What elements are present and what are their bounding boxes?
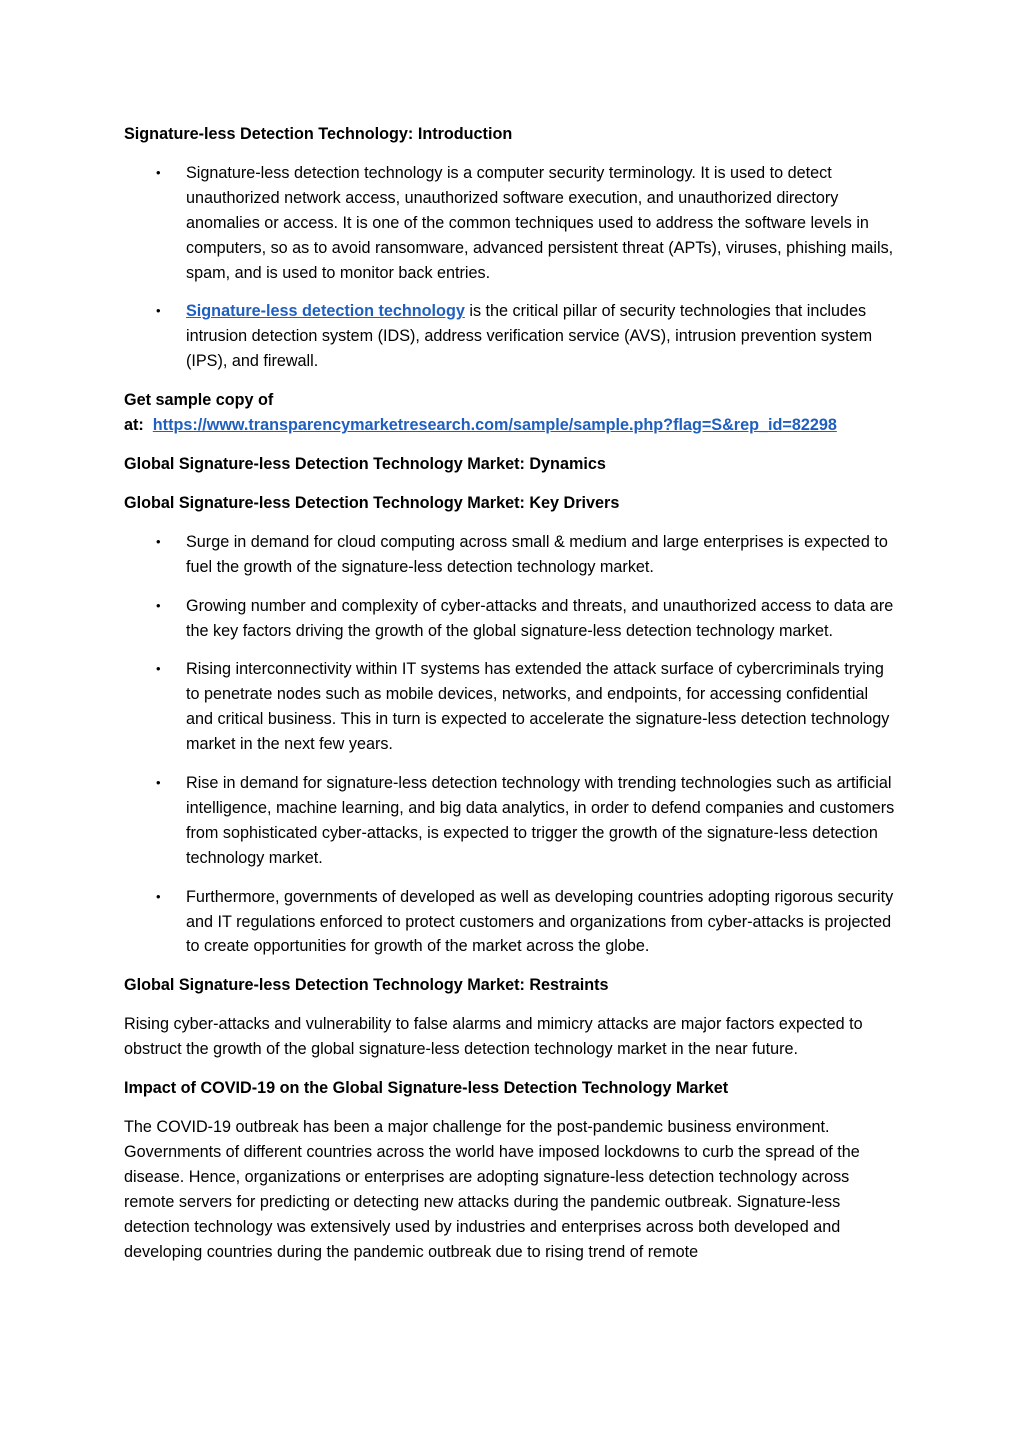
- list-item-text: is the critical pillar of security technologies that includes intrusion detection system (IDS), address verification service (AVS), intrusion prevention system (IPS), and firewall.: [186, 302, 873, 371]
- list-item-text: Rising interconnectivity within IT systems has extended the attack surface of cybercriminals trying to penetrate nodes such as mobile devices, networks, and endpoints, for accessing confidential and critical business. This in turn is expected to accelerate the signature-less detection technology market in the next few years.: [186, 660, 890, 754]
- bullet-icon: •: [156, 775, 161, 791]
- list-item-text: Signature-less detection technology is a computer security terminology. It is used to detect unauthorized network access, unauthorized software execution, and unauthorized directory anomalies or access. It is one of the common techniques used to address the software levels in computers, so as to avoid ransomware, advanced persistent threat (APTs), viruses, phishing mails, spam, and is used to monitor back entries.: [186, 163, 894, 282]
- restraints-paragraph: Rising cyber-attacks and vulnerability to false alarms and mimicry attacks are major factors expected to obstruct the growth of the global signature-less detection technology market in the near future.: [124, 1015, 863, 1059]
- document-page: [124, 122, 896, 1264]
- covid-heading: Impact of COVID-19 on the Global Signature-less Detection Technology Market: [124, 1079, 729, 1098]
- list-item-text: Rise in demand for signature-less detection technology with trending technologies such as artificial intelligence, machine learning, and big data analytics, in order to defend companies and customers from sophisticated cyber-attacks, is expected to trigger the growth of the signature-less detection technology market.: [186, 774, 895, 867]
- intro-heading: Signature-less Detection Technology: Introduction: [124, 125, 513, 143]
- restraints-heading: Global Signature-less Detection Technology Market: Restraints: [124, 976, 609, 995]
- list-item: [124, 594, 896, 644]
- dynamics-heading: Global Signature-less Detection Technology Market: Dynamics: [124, 454, 606, 473]
- list-item-text: Surge in demand for cloud computing across small & medium and large enterprises is expected to fuel the growth of the signature-less detection technology market.: [186, 532, 888, 576]
- bullet-icon: •: [156, 888, 161, 904]
- sample-url-link[interactable]: https://www.transparencymarketresearch.com/sample/sample.php?flag=S&rep_id=82298: [152, 416, 837, 435]
- bullet-icon: •: [156, 661, 161, 677]
- bullet-icon: •: [156, 597, 161, 613]
- drivers-list: [124, 530, 896, 960]
- list-item-text: Growing number and complexity of cyber-attacks and threats, and unauthorized access to data are the key factors driving the growth of the global signature-less detection technology market.: [186, 596, 894, 640]
- list-item: [124, 657, 896, 757]
- signature-less-detection-link[interactable]: Signature-less detection technology: [186, 302, 465, 321]
- list-item-text: Furthermore, governments of developed as well as developing countries adopting rigorous security and IT regulations enforced to protect customers and organizations from cyber-attacks is projected to create opportunities for growth of the market across the globe.: [186, 887, 894, 956]
- intro-list: [124, 161, 896, 374]
- bullet-icon: •: [156, 533, 161, 549]
- bullet-icon: •: [156, 303, 161, 319]
- list-item: [124, 299, 896, 374]
- sample-copy-label: [124, 388, 896, 438]
- list-item: [124, 161, 896, 286]
- covid-paragraph: The COVID-19 outbreak has been a major challenge for the post-pandemic business environment. Governments of different countries across the world have imposed lockdowns to curb the spread of the disease. Hence, organizations or enterprises are adopting signature-less detection technology across remote servers for predicting or detecting new attacks during the pandemic outbreak. Signature-less detection technology was extensively used by industries and enterprises across both developed and developing countries during the pandemic outbreak due to rising trend of remote: [124, 1118, 860, 1261]
- sample-label-line2: at:: [124, 416, 144, 435]
- bullet-icon: •: [156, 164, 161, 180]
- sample-label-line1: Get sample copy of: [124, 391, 274, 410]
- list-item: [124, 771, 896, 871]
- list-item: [124, 530, 896, 580]
- drivers-heading: Global Signature-less Detection Technology Market: Key Drivers: [124, 493, 620, 512]
- list-item: [124, 885, 896, 960]
